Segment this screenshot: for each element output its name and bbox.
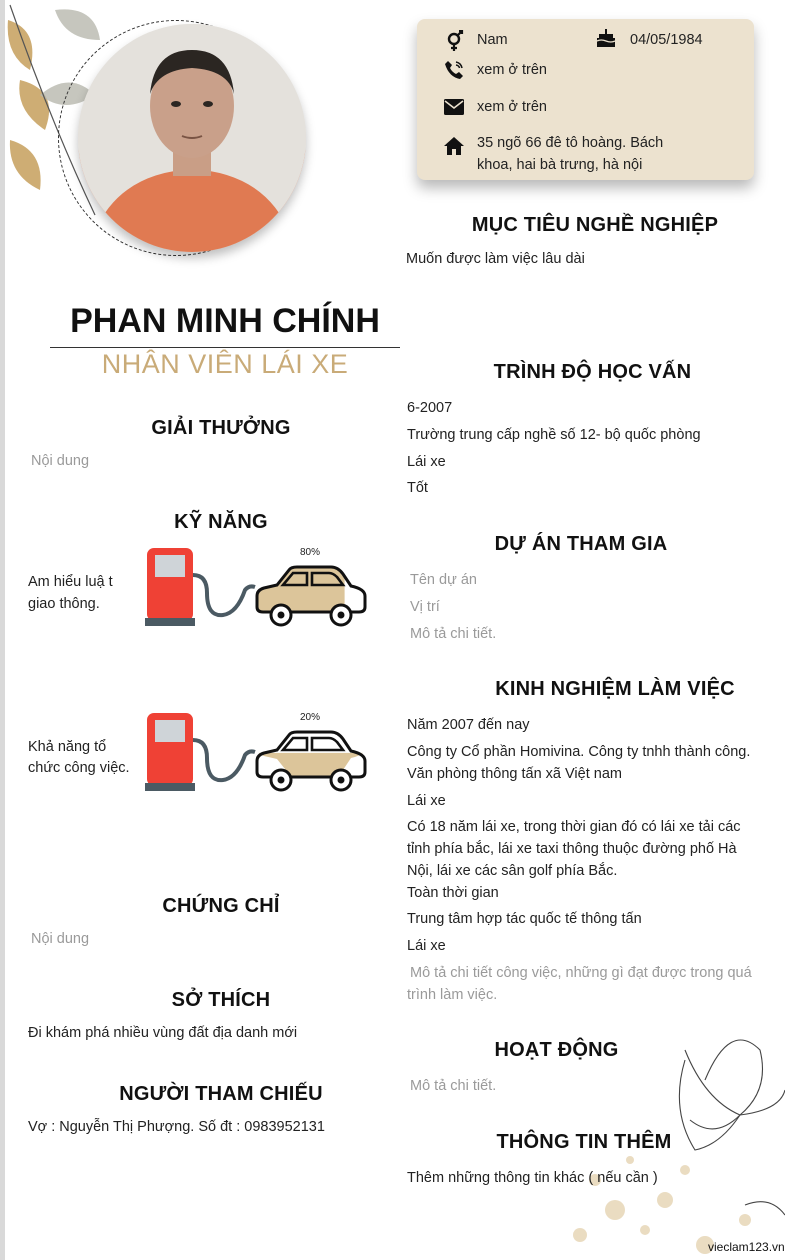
additional-info-text: Thêm những thông tin khác ( nếu cần ) (407, 1170, 658, 1186)
awards-heading: GIẢI THƯỞNG (151, 417, 291, 439)
envelope-icon (443, 96, 465, 118)
experience-description-line-1: Có 18 năm lái xe, trong thời gian đó có lái xe tải các (407, 819, 741, 835)
experience-role-2: Lái xe (407, 938, 446, 954)
education-date: 6-2007 (407, 400, 453, 416)
experience-role-1: Lái xe (407, 793, 446, 809)
experience-company-2: Trung tâm hợp tác quốc tế thông tấn (407, 911, 642, 927)
address-line-2: khoa, hai bà trưng, hà nội (477, 157, 643, 173)
references-heading: NGƯỜI THAM CHIẾU (119, 1083, 323, 1105)
experience-company-line-1: Công ty Cổ phần Homivina. Công ty tnhh thành công. (407, 744, 751, 760)
education-major: Lái xe (407, 454, 446, 470)
experience-heading: KINH NGHIỆM LÀM VIỆC (495, 678, 735, 700)
skills-heading: KỸ NĂNG (174, 511, 268, 533)
objective-heading: MỤC TIÊU NGHỀ NGHIỆP (471, 214, 719, 236)
education-school: Trường trung cấp nghề số 12- bộ quốc phòng (407, 427, 701, 443)
references-text: Vợ : Nguyễn Thị Phượng. Số đt : 0983952131 (28, 1119, 325, 1135)
skill-2-fuel-gauge (145, 710, 370, 795)
education-heading: TRÌNH ĐỘ HỌC VẤN (493, 361, 692, 383)
skill-2-line-2: chức công việc. (28, 760, 130, 776)
objective-text: Muốn được làm việc lâu dài (406, 251, 585, 267)
skill-1-fuel-gauge (145, 545, 370, 630)
email-value: xem ở trên (477, 99, 547, 115)
activities-placeholder: Mô tả chi tiết. (410, 1078, 497, 1094)
birthday-value: 04/05/1984 (630, 32, 703, 48)
skill-1-line-2: giao thông. (28, 596, 100, 612)
education-grade: Tốt (407, 480, 428, 496)
project-name-placeholder: Tên dự án (410, 572, 477, 588)
hobbies-heading: SỞ THÍCH (171, 989, 271, 1011)
experience-placeholder-line-1: Mô tả chi tiết công việc, những gì đạt được trong quá (410, 965, 752, 981)
experience-description-line-2: tỉnh phía bắc, lái xe taxi thông thuộc đường phố Hà (407, 841, 737, 857)
avatar (78, 24, 306, 252)
gender-value: Nam (477, 32, 508, 48)
avatar-person-illustration (78, 24, 306, 252)
gender-icon (443, 30, 465, 52)
candidate-name: PHAN MINH CHÍNH (70, 302, 380, 340)
skill-2-line-1: Khả năng tổ (28, 739, 107, 755)
skill-1-level-label: 80% (300, 547, 321, 558)
site-watermark: vieclam123.vn (708, 1240, 785, 1254)
project-description-placeholder: Mô tả chi tiết. (410, 626, 497, 642)
skill-2-level-label: 20% (300, 712, 321, 723)
phone-value: xem ở trên (477, 62, 547, 78)
projects-heading: DỰ ÁN THAM GIA (494, 533, 668, 555)
project-position-placeholder: Vị trí (410, 599, 440, 615)
experience-placeholder-line-2: trình làm việc. (407, 987, 498, 1003)
contact-info-card (417, 19, 754, 180)
name-divider (50, 347, 400, 348)
certificates-heading: CHỨNG CHỈ (162, 895, 280, 917)
skill-1-line-1: Am hiểu luậ t (28, 574, 113, 590)
experience-period: Năm 2007 đến nay (407, 717, 530, 733)
experience-description-line-3: Nội, lái xe các sân golf phía Bắc. (407, 863, 618, 879)
hobbies-text: Đi khám phá nhiều vùng đất địa danh mới (28, 1025, 298, 1041)
certificates-placeholder: Nội dung (31, 931, 90, 947)
experience-company-line-2: Văn phòng thông tấn xã Việt nam (407, 766, 622, 782)
awards-placeholder: Nội dung (31, 453, 90, 469)
birthday-cake-icon (595, 27, 617, 49)
job-title: NHÂN VIÊN LÁI XE (101, 349, 349, 379)
experience-type: Toàn thời gian (407, 885, 499, 901)
address-line-1: 35 ngõ 66 đê tô hoàng. Bách (477, 135, 664, 151)
additional-info-heading: THÔNG TIN THÊM (496, 1131, 672, 1153)
home-icon (443, 135, 465, 157)
phone-icon (443, 59, 465, 81)
activities-heading: HOẠT ĐỘNG (494, 1039, 619, 1061)
